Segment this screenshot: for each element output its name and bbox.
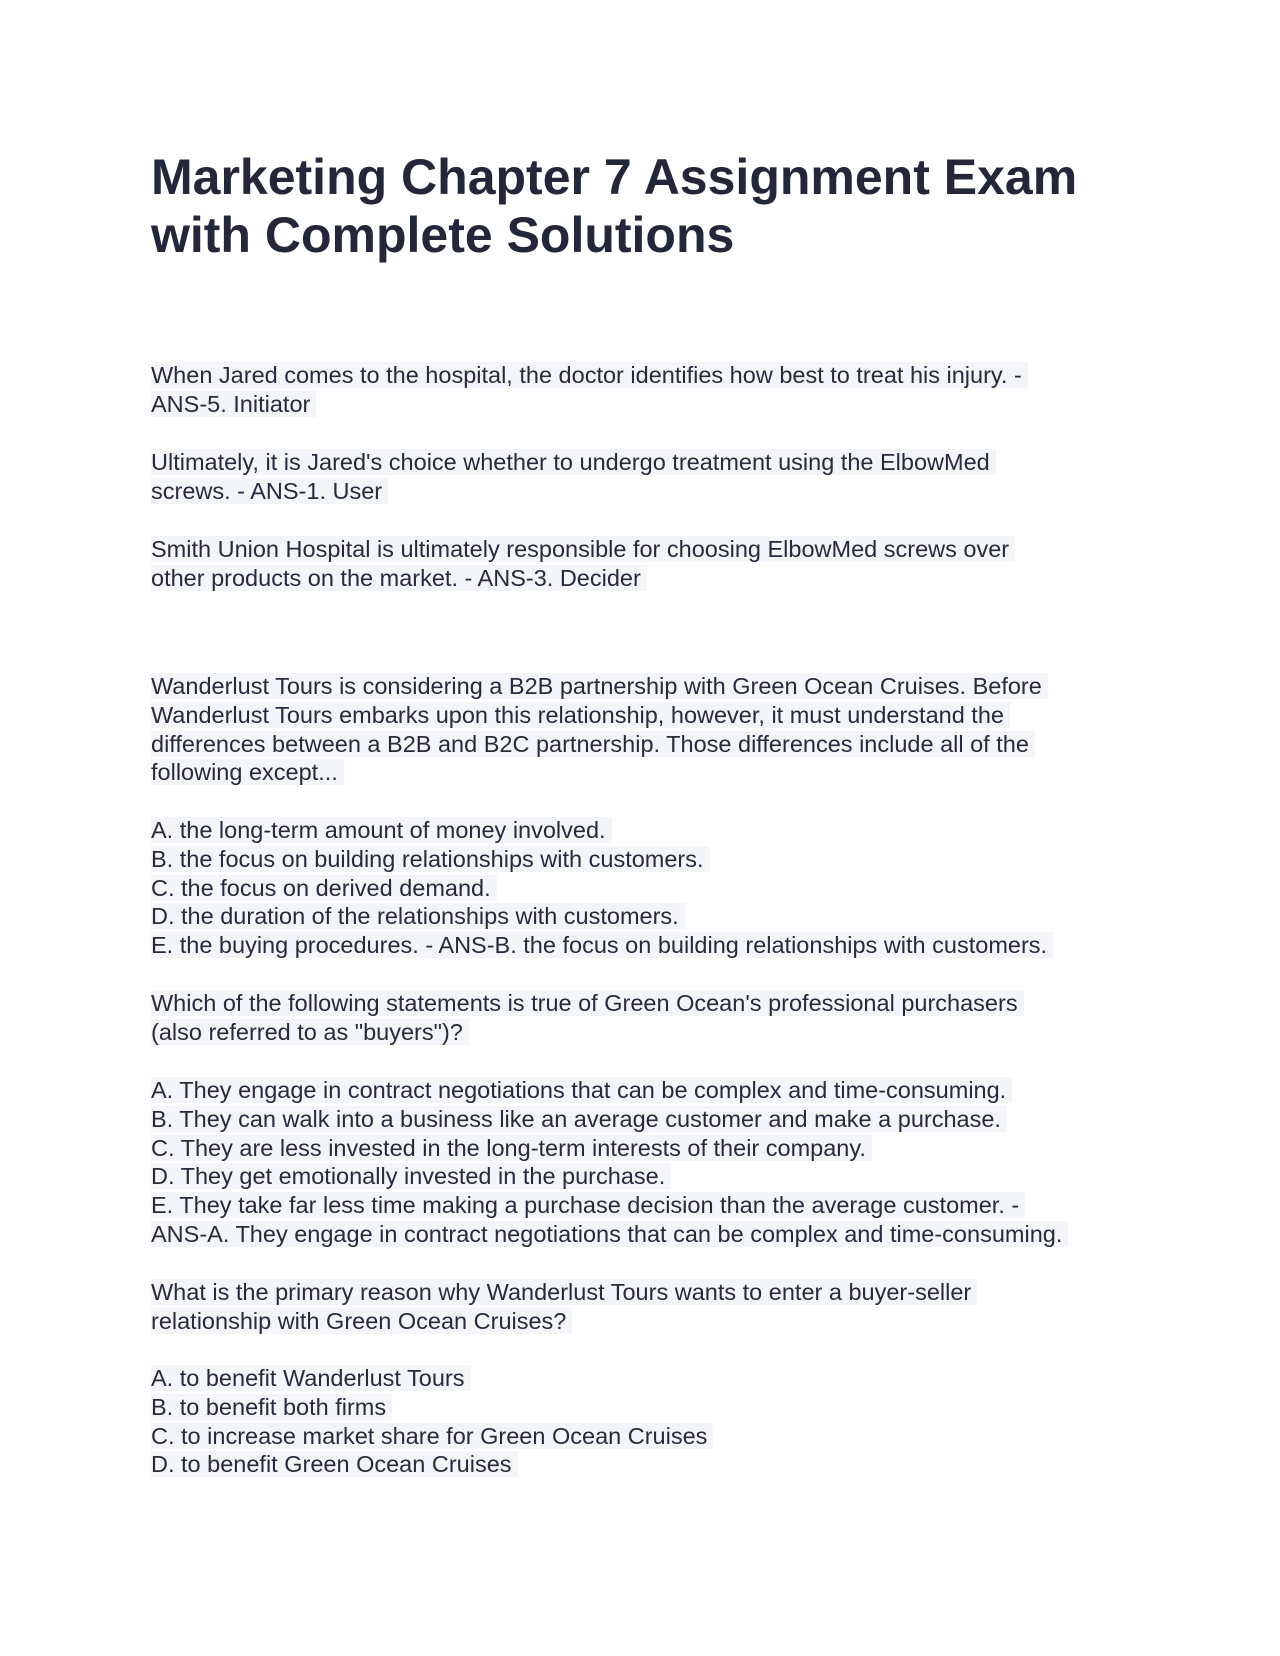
text-line: Smith Union Hospital is ultimately responsible for choosing ElbowMed screws over <box>151 535 1151 564</box>
text-line: screws. - ANS-1. User <box>151 477 1151 506</box>
text-line: other products on the market. - ANS-3. Decider <box>151 564 1151 593</box>
question-block-q5-options <box>151 1076 1151 1249</box>
question-block-q3 <box>151 535 1151 593</box>
text-line: Which of the following statements is true of Green Ocean's professional purchasers <box>151 989 1151 1018</box>
question-block-q6-options <box>151 1364 1151 1479</box>
option-line: D. They get emotionally invested in the purchase. <box>151 1162 1151 1191</box>
question-block-q5-stem <box>151 989 1151 1047</box>
text-line: (also referred to as "buyers")? <box>151 1018 1151 1047</box>
document-title <box>151 148 1141 264</box>
text-line: ANS-5. Initiator <box>151 390 1151 419</box>
option-line: ANS-A. They engage in contract negotiations that can be complex and time-consuming. <box>151 1220 1151 1249</box>
question-block-q4-options <box>151 816 1151 960</box>
text-line: Wanderlust Tours embarks upon this relationship, however, it must understand the <box>151 701 1151 730</box>
text-line: Wanderlust Tours is considering a B2B partnership with Green Ocean Cruises. Before <box>151 672 1151 701</box>
option-line: D. to benefit Green Ocean Cruises <box>151 1450 1151 1479</box>
question-block-q1 <box>151 361 1151 419</box>
option-line: E. the buying procedures. - ANS-B. the focus on building relationships with customers. <box>151 931 1151 960</box>
question-block-q4-stem <box>151 672 1151 787</box>
option-line: A. to benefit Wanderlust Tours <box>151 1364 1151 1393</box>
text-line: relationship with Green Ocean Cruises? <box>151 1307 1151 1336</box>
option-line: A. the long-term amount of money involved. <box>151 816 1151 845</box>
option-line: D. the duration of the relationships with customers. <box>151 902 1151 931</box>
question-block-q6-stem <box>151 1278 1151 1336</box>
option-line: B. the focus on building relationships with customers. <box>151 845 1151 874</box>
option-line: B. to benefit both firms <box>151 1393 1151 1422</box>
text-line: What is the primary reason why Wanderlust Tours wants to enter a buyer-seller <box>151 1278 1151 1307</box>
text-line: Ultimately, it is Jared's choice whether to undergo treatment using the ElbowMed <box>151 448 1151 477</box>
question-block-q2 <box>151 448 1151 506</box>
option-line: B. They can walk into a business like an average customer and make a purchase. <box>151 1105 1151 1134</box>
option-line: E. They take far less time making a purchase decision than the average customer. - <box>151 1191 1151 1220</box>
option-line: C. They are less invested in the long-term interests of their company. <box>151 1134 1151 1163</box>
option-line: C. the focus on derived demand. <box>151 874 1151 903</box>
option-line: C. to increase market share for Green Ocean Cruises <box>151 1422 1151 1451</box>
text-line: When Jared comes to the hospital, the doctor identifies how best to treat his injury. - <box>151 361 1151 390</box>
text-line: differences between a B2B and B2C partnership. Those differences include all of the <box>151 730 1151 759</box>
title-line-2: with Complete Solutions <box>151 207 735 263</box>
text-line: following except... <box>151 758 1151 787</box>
title-line-1: Marketing Chapter 7 Assignment Exam <box>151 149 1078 205</box>
option-line: A. They engage in contract negotiations that can be complex and time-consuming. <box>151 1076 1151 1105</box>
